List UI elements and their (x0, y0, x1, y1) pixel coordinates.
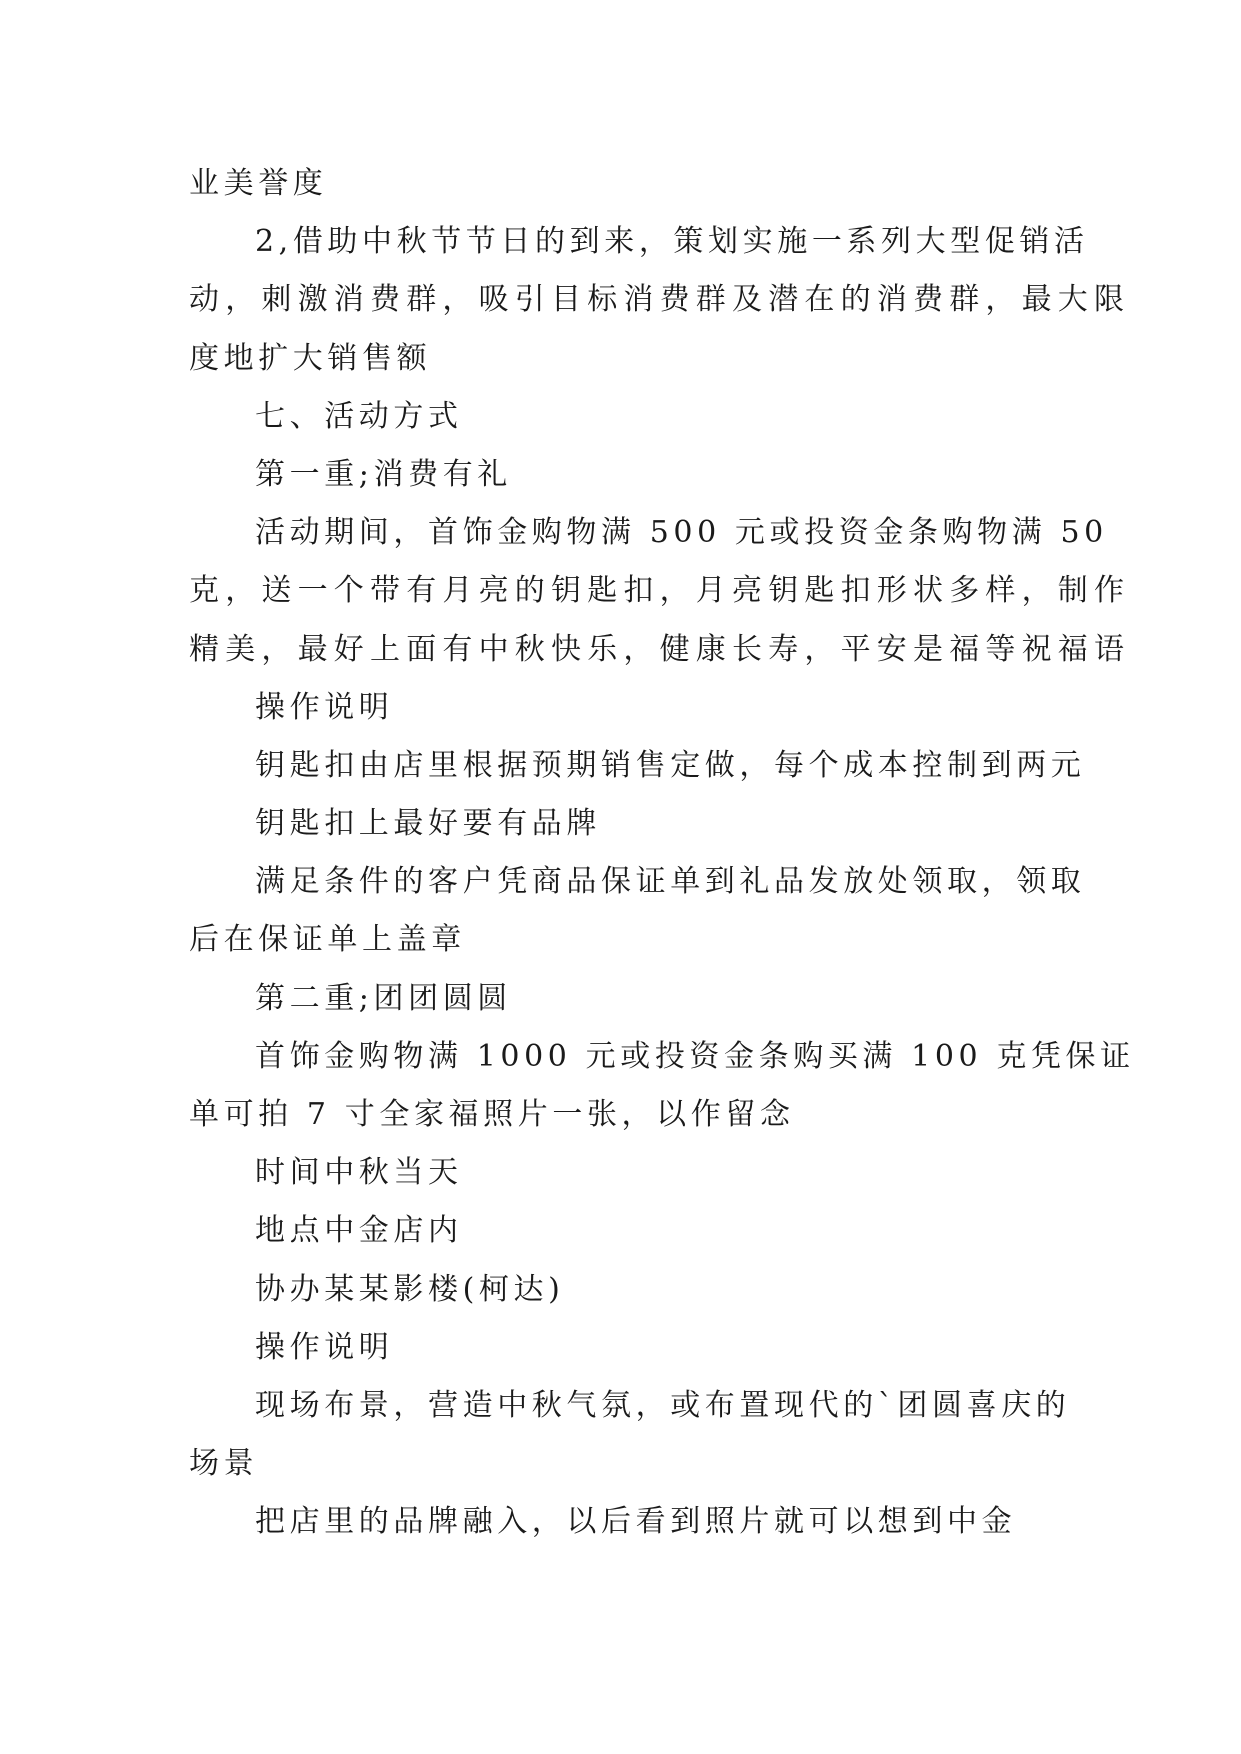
subsection-heading: 第一重;消费有礼 (255, 456, 512, 492)
paragraph-line: 钥匙扣由店里根据预期销售定做，每个成本控制到两元 (255, 747, 1086, 783)
text-line: 度地扩大销售额 (189, 340, 432, 376)
paragraph-line: 协办某某影楼(柯达) (255, 1271, 565, 1307)
text-line: 单可拍 7 寸全家福照片一张，以作留念 (189, 1097, 795, 1132)
document-body (189, 155, 1135, 1552)
text-line: 场景 (189, 1446, 259, 1482)
paragraph-line: 操作说明 (255, 1329, 394, 1365)
paragraph-line: 时间中秋当天 (255, 1155, 463, 1191)
text-line: 动，刺激消费群，吸引目标消费群及潜在的消费群，最大限 (189, 282, 1131, 318)
text-line: 克，送一个带有月亮的钥匙扣，月亮钥匙扣形状多样，制作 (189, 573, 1131, 609)
paragraph-line: 现场布景，营造中秋气氛，或布置现代的`团圆喜庆的 (255, 1387, 1071, 1423)
paragraph-line: 活动期间，首饰金购物满 500 元或投资金条购物满 50 (255, 515, 1108, 551)
paragraph-line: 满足条件的客户凭商品保证单到礼品发放处领取，领取 (255, 864, 1086, 900)
text-line: 后在保证单上盖章 (189, 922, 466, 958)
paragraph-line: 钥匙扣上最好要有品牌 (255, 806, 601, 842)
text-line: 精美，最好上面有中秋快乐，健康长寿，平安是福等祝福语 (189, 631, 1131, 667)
paragraph-line: 首饰金购物满 1000 元或投资金条购买满 100 克凭保证 (255, 1038, 1135, 1074)
paragraph-line: 操作说明 (255, 689, 394, 725)
paragraph-line: 把店里的品牌融入，以后看到照片就可以想到中金 (255, 1504, 1017, 1540)
subsection-heading: 第二重;团团圆圆 (255, 980, 512, 1016)
section-heading: 七、活动方式 (255, 398, 463, 434)
text-line: 业美誉度 (189, 166, 328, 201)
paragraph-line: 2,借助中秋节节日的到来，策划实施一系列大型促销活 (255, 224, 1089, 260)
paragraph-line: 地点中金店内 (255, 1213, 463, 1249)
